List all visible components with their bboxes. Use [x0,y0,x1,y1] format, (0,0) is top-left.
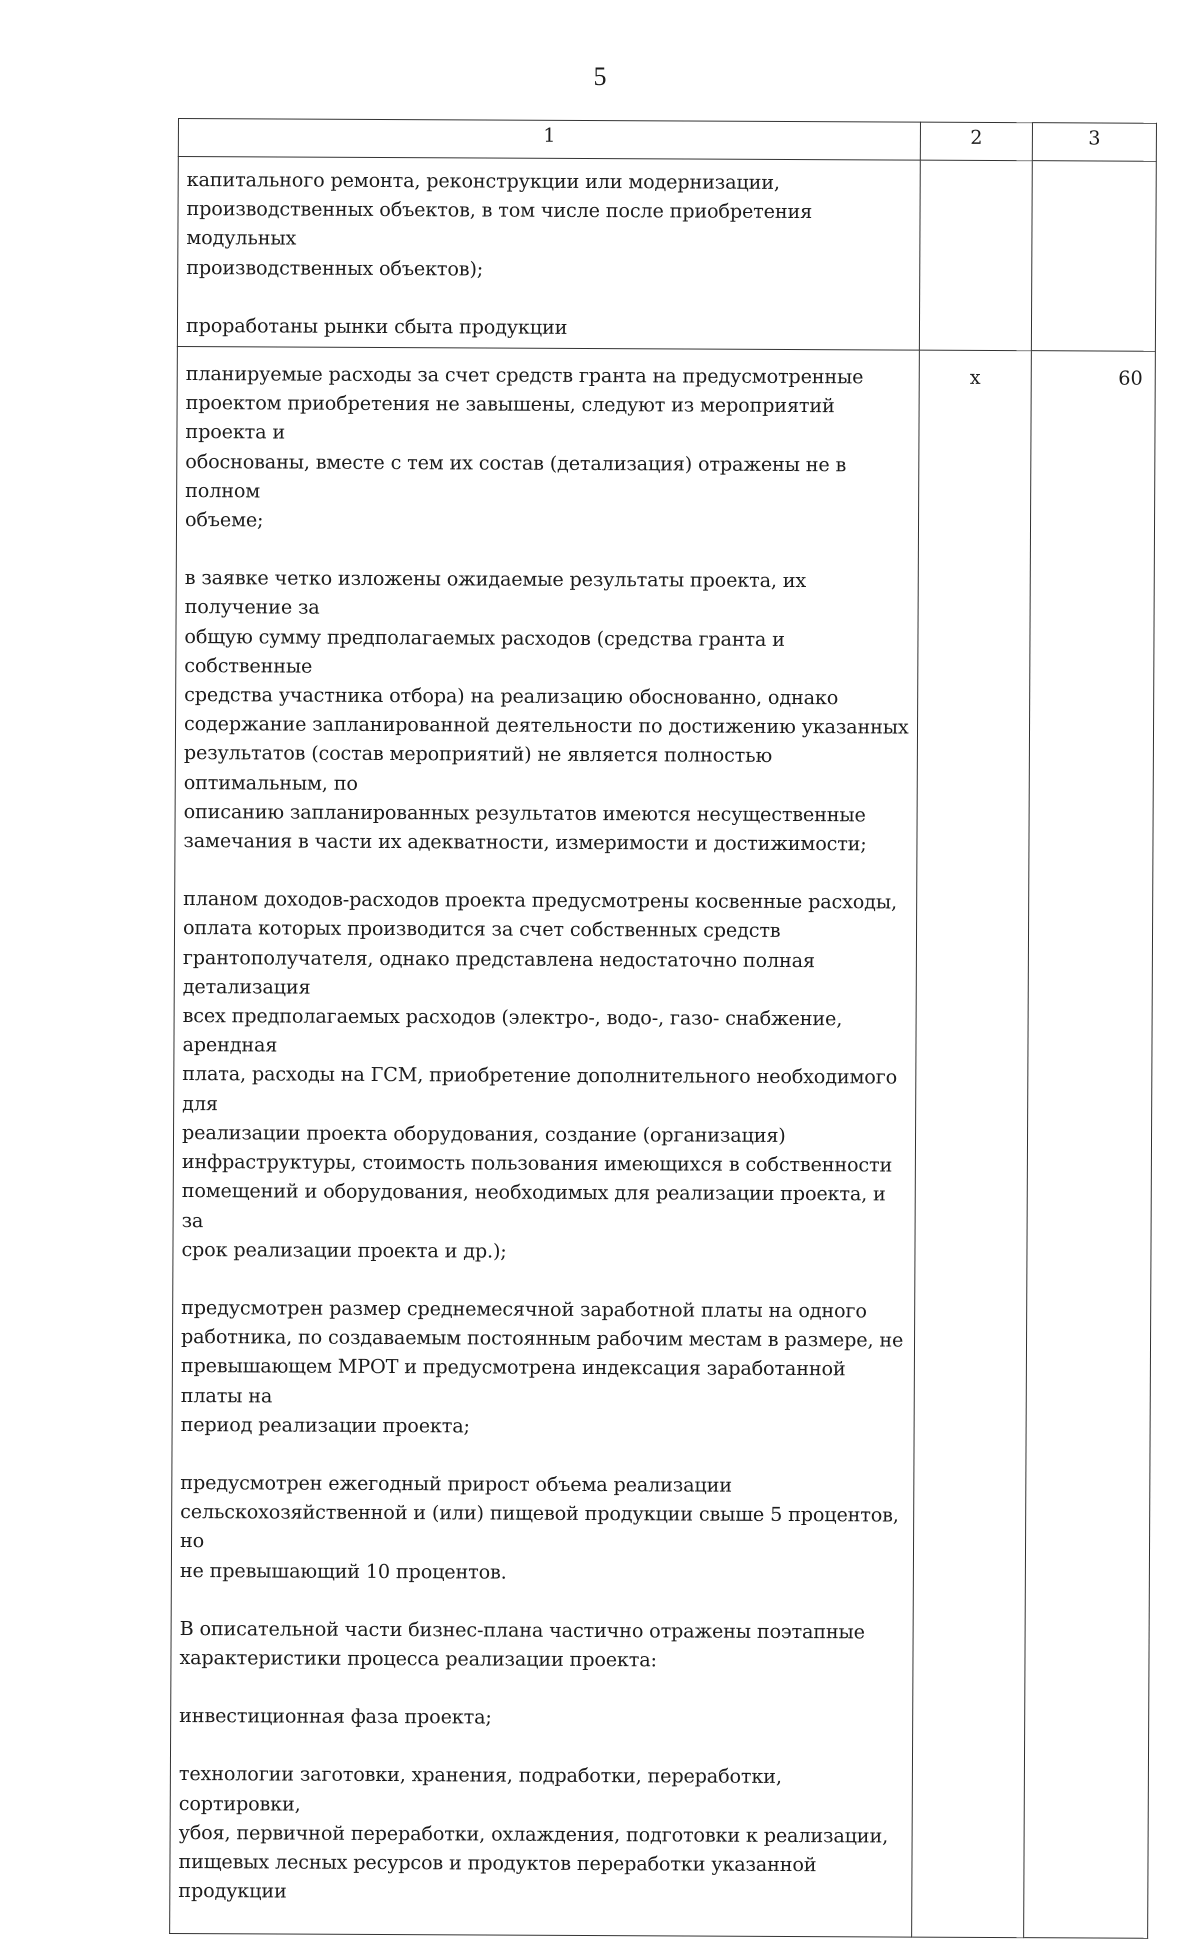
mark-cell: x [912,350,1032,1938]
header-cell-3: 3 [1032,123,1156,162]
table-row [170,347,1156,1939]
criteria-text-cell [170,347,920,1938]
criteria-text-cell [177,157,920,351]
table-row [177,157,1156,352]
criteria-paragraph: В описательной части бизнес-плана частично отражены поэтапные характеристики процесса реализации проекта: [179,1616,865,1672]
criteria-paragraph: проработаны рынки сбыта продукции [185,313,568,339]
criteria-paragraph: планом доходов-расходов проекта предусмотрены косвенные расходы, оплата которых производится за счет собственных средств грантополучателя, однако представлена недостаточно полная детализация всех предполагаемых расходов (электро-, водо-, газо- снабжение, арендная плата, расходы на ГСМ, приобретение дополнительного необходимого для реализации проекта оборудования, создание (организация) инфраструктуры, стоимость пользования имеющихся в собственности помещений и оборудования, необходимых для реализации проекта, и за срок реализации проекта и др.); [181,887,898,1263]
criteria-paragraph: предусмотрен ежегодный прирост объема реализации сельскохозяйственной и (или) пищевой продукции свыше 5 процентов, но не превышающий 10 процентов. [179,1470,899,1584]
criteria-paragraph: планируемые расходы за счет средств гранта на предусмотренные проектом приобретения не завышены, следуют из мероприятий проекта и обоснованы, вместе с тем их состав (детализация) отражены не в полном объеме; [184,362,864,532]
criteria-paragraph: в заявке четко изложены ожидаемые результаты проекта, их получение за общую сумму предполагаемых расходов (средства гранта и собственные средства участника отбора) на реализацию обоснованно, однако содержание запланированной деятельности по достижению указанных результатов (состав мероприятий) не является полностью оптимальным, по описанию запланированных результатов имеются несущественные замечания в части их адекватности, измеримости и достижимости; [183,566,909,856]
criteria-table [169,118,1157,1939]
score-cell [1031,161,1156,352]
score-cell: 60 [1024,351,1156,1939]
criteria-paragraph: инвестиционная фаза проекта; [179,1704,492,1729]
criteria-paragraph: капитального ремонта, реконструкции или модернизации, производственных объектов, в том числе после приобретения модульных производственных объектов); [186,168,813,281]
page-number: 5 [593,62,607,91]
header-cell-1: 1 [178,119,920,161]
criteria-paragraph: предусмотрен размер среднемесячной заработной платы на одного работника, по создаваемым постоянным рабочим местам в размере, не превышающем МРОТ и предусмотрена индексация заработанной платы на период реализации проекта; [180,1295,904,1438]
header-cell-2: 2 [920,122,1032,161]
criteria-paragraph: технологии заготовки, хранения, подработки, переработки, сортировки, убоя, первичной переработки, охлаждения, подготовки к реализации, пищевых лесных ресурсов и продуктов переработки указанной продукции [178,1762,889,1903]
mark-cell [919,160,1032,351]
table-header-row [178,119,1156,162]
